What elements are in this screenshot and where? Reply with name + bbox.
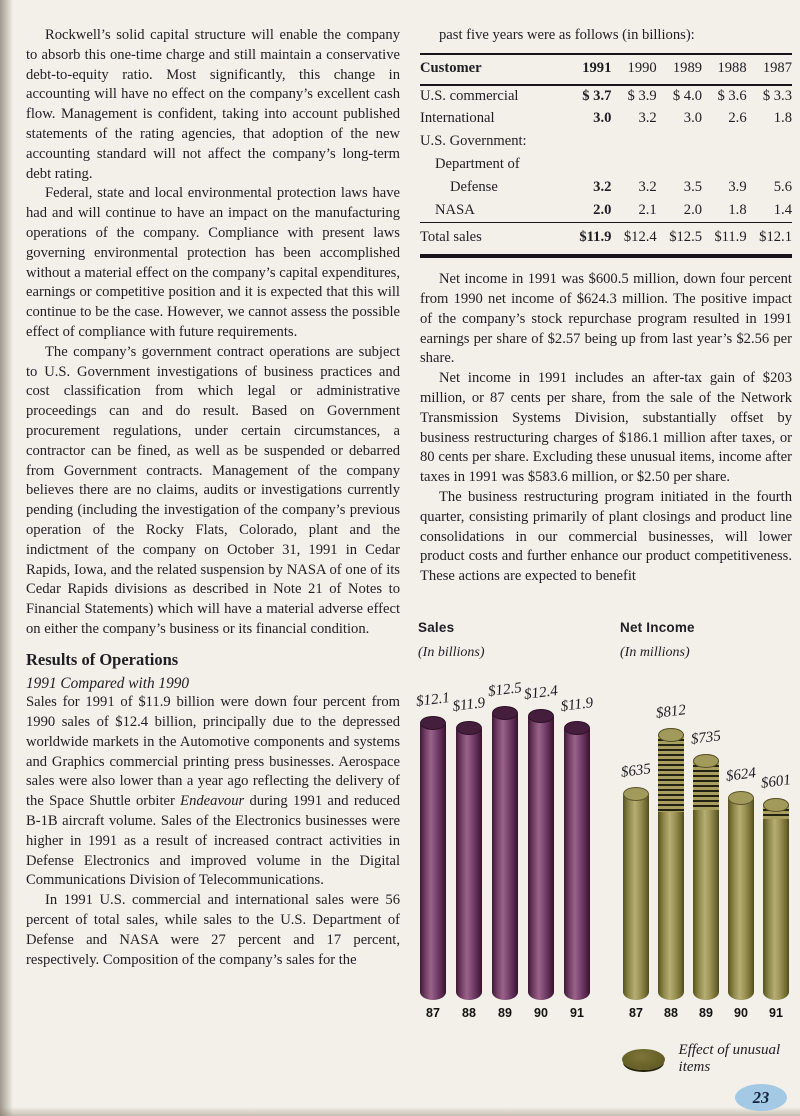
table-header-row <box>420 54 792 85</box>
row-label: Defense <box>450 178 498 195</box>
cell-1989: 2.0 <box>683 201 703 218</box>
cell-1988: $11.9 <box>702 223 747 256</box>
bar-89 <box>492 707 518 1000</box>
left-text-column <box>26 26 400 970</box>
bar-value-label: $12.1 <box>415 690 451 711</box>
table-row <box>420 108 792 131</box>
bar-top-face <box>623 787 649 801</box>
bar-90 <box>728 792 754 1000</box>
bar-91 <box>763 799 789 1000</box>
cell-1987: 1.4 <box>773 201 792 218</box>
paragraph-government-contracts: The company’s government contract operations are subject to U.S. Government investigations of business practices and cost classification from which legal or administrative proceedings can and do result. Based on Government procurement regulations, under certain circumstances, a contractor can be fined, as well as be suspended or debarred from Government contracts. Management of the company believes there are no claims, audits or investigations currently pending (including the investigation of the company’s previous operation of the Rocky Flats, Colorado, plant and the indictment of the company on October 31, 1991 in Cedar Rapids, Iowa, and the related suspension by NASA of one of its Cedar Rapids divisions as described in Note 21 of Notes to Financial Statements) which will have a material adverse effect on either the company’s business or its financial condition. <box>26 343 400 637</box>
net-income-bars-area <box>620 620 800 1020</box>
x-axis-year-label: 87 <box>629 1006 643 1020</box>
x-axis-year-label: 91 <box>570 1006 584 1020</box>
cell-1990: 3.2 <box>638 110 657 127</box>
unusual-items-striped-segment <box>763 799 789 819</box>
paragraph-net-income-1991: Net income in 1991 was $600.5 million, down four percent from 1990 net income of $624.3 million. The positive impact of the company’s stock repurchase program resulted in 1991 earnings per share of $2.57 being up from last year’s $2.56 per share. <box>420 271 792 367</box>
bar-top-face <box>492 706 518 720</box>
paragraph-sales-composition: In 1991 U.S. commercial and international sales were 56 percent of total sales, while sales to the U.S. Department of Defense and NASA were 27 percent and 17 percent, respectively. Composition of the company’s sales for the <box>26 892 400 968</box>
bar-top-face <box>564 721 590 735</box>
bar-89 <box>693 755 719 1000</box>
cell-1989: $ 4.0 <box>672 87 703 104</box>
cell-1991: $11.9 <box>567 223 611 256</box>
bar-value-label: $601 <box>760 772 792 792</box>
bar-value-label: $12.4 <box>523 683 559 704</box>
x-axis-year-label: 88 <box>664 1006 678 1020</box>
paragraph-sales-1991 <box>26 693 400 891</box>
right-text-column <box>420 26 792 587</box>
bar-91 <box>564 722 590 1000</box>
cell-1990: 3.2 <box>638 178 657 195</box>
cell-1987: $ 3.3 <box>762 87 792 104</box>
page-gutter-shadow <box>0 0 13 1116</box>
table-row <box>420 85 792 109</box>
cell-1990: 2.1 <box>638 201 657 218</box>
bar-90 <box>528 710 554 1000</box>
row-label-total-sales: Total sales <box>420 223 567 256</box>
cell-1987: 1.8 <box>773 110 792 127</box>
cell-1991: 2.0 <box>593 201 612 218</box>
cell-1991: $ 3.7 <box>582 87 612 104</box>
page-bottom-edge <box>0 1107 800 1116</box>
x-axis-year-label: 90 <box>534 1006 548 1020</box>
bar-value-label: $735 <box>690 728 722 748</box>
section-heading-results-of-operations: Results of Operations <box>26 649 179 669</box>
row-label: International <box>420 110 495 127</box>
bar-87 <box>420 717 446 1000</box>
row-label: U.S. commercial <box>420 87 519 104</box>
paragraph-sales-part-a: Sales for 1991 of $11.9 billion were down four percent from 1990 sales of $12.4 billion, principally due to the depressed worldwide markets in the Automotive components and systems and Graphics commercial printing press businesses. Aerospace sales were also lower than a year ago reflecting the delivery of the Space Shuttle orbiter <box>26 694 400 810</box>
net-income-chart-title: Net Income <box>620 620 695 635</box>
cell-1989: 3.0 <box>683 110 703 127</box>
column-header-1988: 1988 <box>702 54 747 85</box>
cell-1987: 5.6 <box>773 178 792 195</box>
row-label: Department of <box>435 155 520 172</box>
column-header-1989: 1989 <box>657 54 702 85</box>
paragraph-capital-structure: Rockwell’s solid capital structure will enable the company to absorb this one-time charge and still maintain a conservative debt-to-equity ratio. Most significantly, this change in accounting will have no effect on the company’s excellent cash flow. Management is confident, taking into account published statements of the rating agencies, that adoption of the new accounting standard will not affect the company’s long-term debt rating. <box>26 27 400 182</box>
bar-value-label: $812 <box>655 702 687 722</box>
sales-bar-chart <box>415 620 613 1020</box>
net-income-bar-chart <box>620 620 800 1020</box>
bar-top-face <box>693 754 719 768</box>
x-axis-year-label: 87 <box>426 1006 440 1020</box>
table-row <box>420 177 792 200</box>
sales-chart-title: Sales <box>418 620 455 635</box>
column-header-1990: 1990 <box>611 54 656 85</box>
cell-1990: $ 3.9 <box>627 87 657 104</box>
bar-value-label: $11.9 <box>451 695 487 715</box>
bar-value-label: $11.9 <box>559 695 595 715</box>
column-header-1991: 1991 <box>567 54 611 85</box>
paragraph-restructuring: The business restructuring program initiated in the fourth quarter, consisting primarily of plant closings and product line consolidations in our commercial businesses, will lower product costs and further enhance our product competitiveness. These actions are expected to benefit <box>420 488 792 585</box>
table-row <box>420 131 792 154</box>
bar-88 <box>658 729 684 1000</box>
endeavour-italic: Endeavour <box>180 793 245 810</box>
paragraph-unusual-items: Net income in 1991 includes an after-tax gain of $203 million, or 87 cents per share, from the sale of the Network Transmission Systems Division, substantially offset by business restructuring charges of $186.1 million after taxes, or 80 cents per share. Excluding these unusual items, income after taxes in 1991 was $583.6 million, or $2.50 per share. <box>420 370 792 486</box>
row-label: U.S. Government: <box>420 133 527 150</box>
cell-1988: 1.8 <box>728 201 747 218</box>
coin-stack-icon <box>622 1049 665 1070</box>
x-axis-year-label: 89 <box>699 1006 713 1020</box>
bar-value-label: $12.5 <box>487 680 523 701</box>
cell-1988: $ 3.6 <box>717 87 747 104</box>
table-intro-line: past five years were as follows (in billions): <box>439 27 695 43</box>
paragraph-sales-part-b: during 1991 and reduced B-1B aircraft volume. Sales of the Electronics businesses were higher in 1991 as a result of increased contract activities in Defense Electronics and improved volume in the Digital Communications Division of Telecommunications. <box>26 793 400 889</box>
table-row <box>420 154 792 177</box>
cell-1991: 3.0 <box>593 110 612 127</box>
column-header-customer: Customer <box>420 54 567 85</box>
table-row <box>420 200 792 223</box>
net-income-chart-subtitle: (In millions) <box>620 645 690 660</box>
cell-1988: 3.9 <box>728 178 747 195</box>
legend-effect-of-unusual-items <box>622 1042 800 1075</box>
page-number-badge <box>735 1084 787 1111</box>
x-axis-year-label: 89 <box>498 1006 512 1020</box>
bar-top-face <box>456 721 482 735</box>
cell-1988: 2.6 <box>728 110 747 127</box>
row-label: NASA <box>435 201 475 218</box>
bar-value-label: $635 <box>620 761 652 781</box>
column-header-1987: 1987 <box>747 54 792 85</box>
x-axis-year-label: 90 <box>734 1006 748 1020</box>
cell-1989: $12.5 <box>657 223 702 256</box>
cell-1989: 3.5 <box>683 178 703 195</box>
cell-1987: $12.1 <box>747 223 792 256</box>
bar-88 <box>456 722 482 1000</box>
legend-label: Effect of unusual items <box>678 1042 781 1075</box>
table-total-row <box>420 223 792 256</box>
subheading-1991-vs-1990: 1991 Compared with 1990 <box>26 674 190 692</box>
bar-top-face <box>763 798 789 812</box>
sales-bars-area <box>415 620 613 1020</box>
x-axis-year-label: 88 <box>462 1006 476 1020</box>
x-axis-year-label: 91 <box>769 1006 783 1020</box>
customer-sales-table <box>420 53 792 258</box>
bar-top-face <box>420 716 446 730</box>
page-number: 23 <box>752 1087 770 1107</box>
paragraph-environmental: Federal, state and local environmental protection laws have had and will continue to have an impact on the manufacturing operations of the company. Compliance with present laws governing environmental protection has been accomplished without a material effect on the company’s capital expenditures, earnings or competitive position and it is expected that this will continue to be the case. However, we cannot assess the possible effect of compliance with future requirements. <box>26 185 400 340</box>
cell-1990: $12.4 <box>611 223 656 256</box>
cell-1991: 3.2 <box>593 178 612 195</box>
bar-87 <box>623 788 649 1000</box>
sales-chart-subtitle: (In billions) <box>418 645 485 660</box>
bar-value-label: $624 <box>725 765 757 785</box>
